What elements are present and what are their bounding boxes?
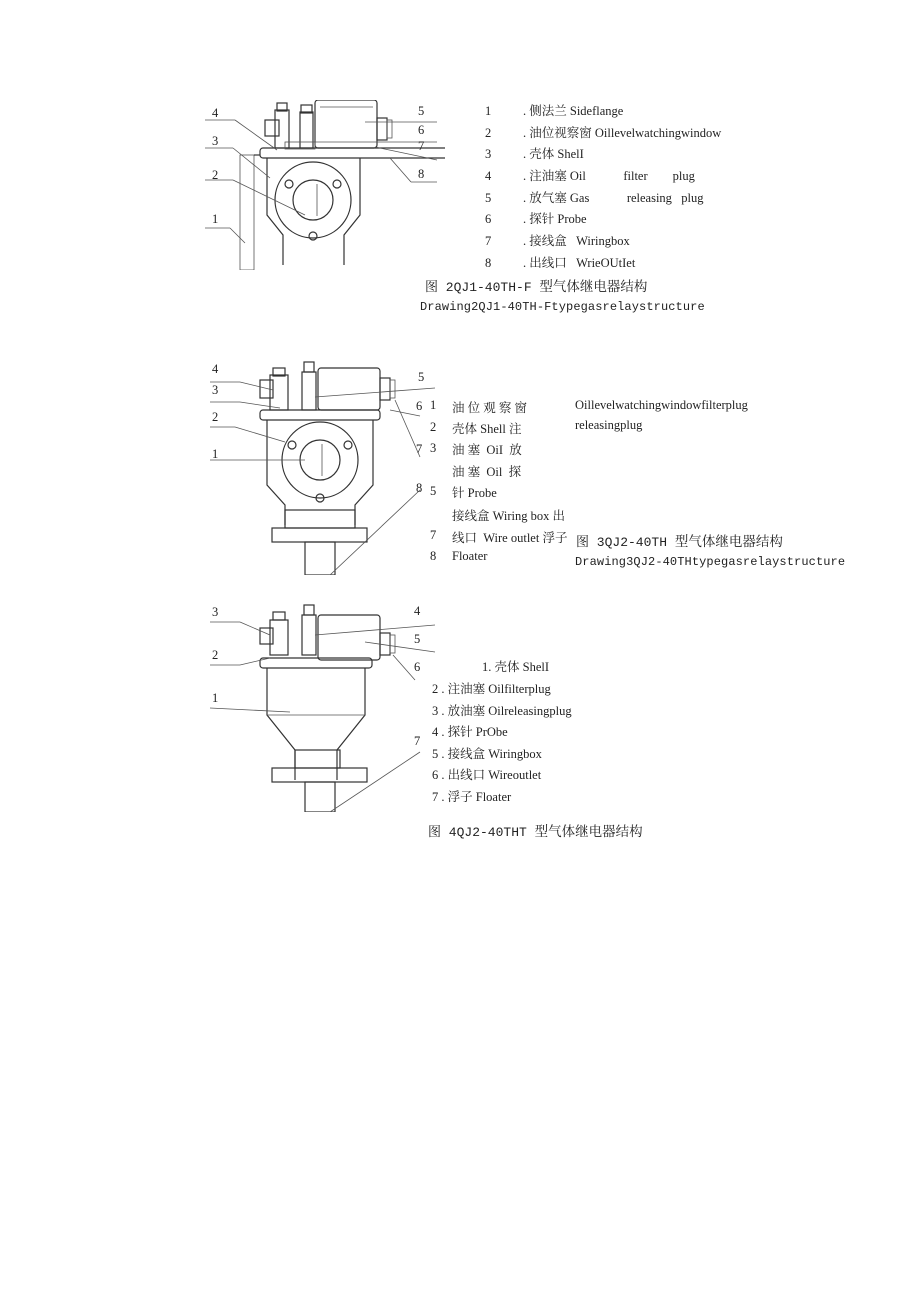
callout-4: 4 — [212, 362, 219, 376]
callout-leaders-fig2 — [205, 100, 445, 270]
callout-6: 6 — [416, 399, 423, 413]
legend-item: 1. 壳体 ShelI — [482, 660, 550, 674]
gas-relay-qj2-t-drawing — [205, 600, 440, 812]
callout-3: 3 — [212, 383, 219, 397]
legend-item: 5 . 放气塞 Gas releasing plug — [485, 191, 704, 205]
callout-6: 6 — [414, 660, 421, 674]
legend-line: Floater — [452, 549, 488, 563]
legend-item: 3 . 放油塞 Oilreleasingplug — [432, 704, 572, 718]
figure-2-caption: 图 2QJ1-40TH-F 型气体继电器结构 — [425, 279, 648, 295]
callout-8: 8 — [418, 167, 425, 181]
gas-relay-qj2-drawing — [205, 360, 455, 575]
legend-line: 接线盒 Wiring box 出 — [452, 509, 566, 523]
callout-5: 5 — [418, 370, 425, 384]
callout-4: 4 — [414, 604, 421, 618]
legend-line: 油 塞 Oil 探 — [452, 465, 522, 479]
callout-7: 7 — [418, 139, 425, 153]
callout-4: 4 — [212, 106, 219, 120]
legend-item: 2 . 注油塞 Oilfilterplug — [432, 682, 551, 696]
legend-right-line: Oillevelwatchingwindowfilterplug — [575, 398, 748, 412]
legend-item: 6 . 出线口 Wireoutlet — [432, 768, 542, 782]
figure-2-caption-en: Drawing2QJ1-40TH-Ftypegasrelaystructure — [420, 300, 705, 314]
legend-line: 线口 Wire outlet 浮子 — [452, 531, 568, 545]
callout-5: 5 — [414, 632, 421, 646]
legend-item: 6 . 探针 Probe — [485, 212, 587, 226]
callout-8: 8 — [416, 481, 423, 495]
legend-item: 4 . 探针 PrObe — [432, 725, 508, 739]
legend-item: 7 . 浮子 Floater — [432, 790, 512, 804]
callout-1: 1 — [212, 212, 219, 226]
figure-3-caption: 图 3QJ2-40TH 型气体继电器结构 — [576, 534, 783, 550]
callout-1: 1 — [212, 447, 219, 461]
callout-7: 7 — [416, 442, 423, 456]
legend-item: 2 . 油位视察窗 Oillevelwatchingwindow — [485, 126, 722, 140]
legend-line: 油 塞 OiI 放 — [452, 443, 522, 457]
figure-3-caption-en: Drawing3QJ2-40THtypegasrelaystructure — [575, 555, 846, 569]
legend-number: 3 — [430, 441, 437, 455]
callout-2: 2 — [212, 648, 219, 662]
legend-line: 壳体 Shell 注 — [452, 422, 522, 436]
legend-line: 油 位 观 察 窗 — [452, 401, 528, 415]
legend-line: 针 Probe — [452, 486, 497, 500]
legend-item: 8 . 出线口 WrieOUtIet — [485, 256, 636, 270]
legend-number: 8 — [430, 549, 437, 563]
callout-3: 3 — [212, 134, 219, 148]
legend-number: 7 — [430, 528, 437, 542]
legend-right-line: releasingplug — [575, 418, 643, 432]
legend-item: 5 . 接线盒 Wiringbox — [432, 747, 542, 761]
callout-1: 1 — [212, 691, 219, 705]
callout-3: 3 — [212, 605, 219, 619]
figure-4-caption: 图 4QJ2-40THT 型气体继电器结构 — [428, 824, 643, 840]
legend-item: 4 . 注油塞 Oil filter plug — [485, 169, 695, 183]
legend-number: 5 — [430, 484, 437, 498]
legend-item: 7 . 接线盒 Wiringbox — [485, 234, 630, 248]
callout-2: 2 — [212, 168, 219, 182]
legend-item: 3 . 壳体 ShelI — [485, 147, 584, 161]
callout-5: 5 — [418, 104, 425, 118]
legend-number: 1 — [430, 398, 437, 412]
callout-2: 2 — [212, 410, 219, 424]
legend-item: 1 . 侧法兰 Sideflange — [485, 104, 624, 118]
legend-number: 2 — [430, 420, 437, 434]
callout-6: 6 — [418, 123, 425, 137]
callout-7: 7 — [414, 734, 421, 748]
